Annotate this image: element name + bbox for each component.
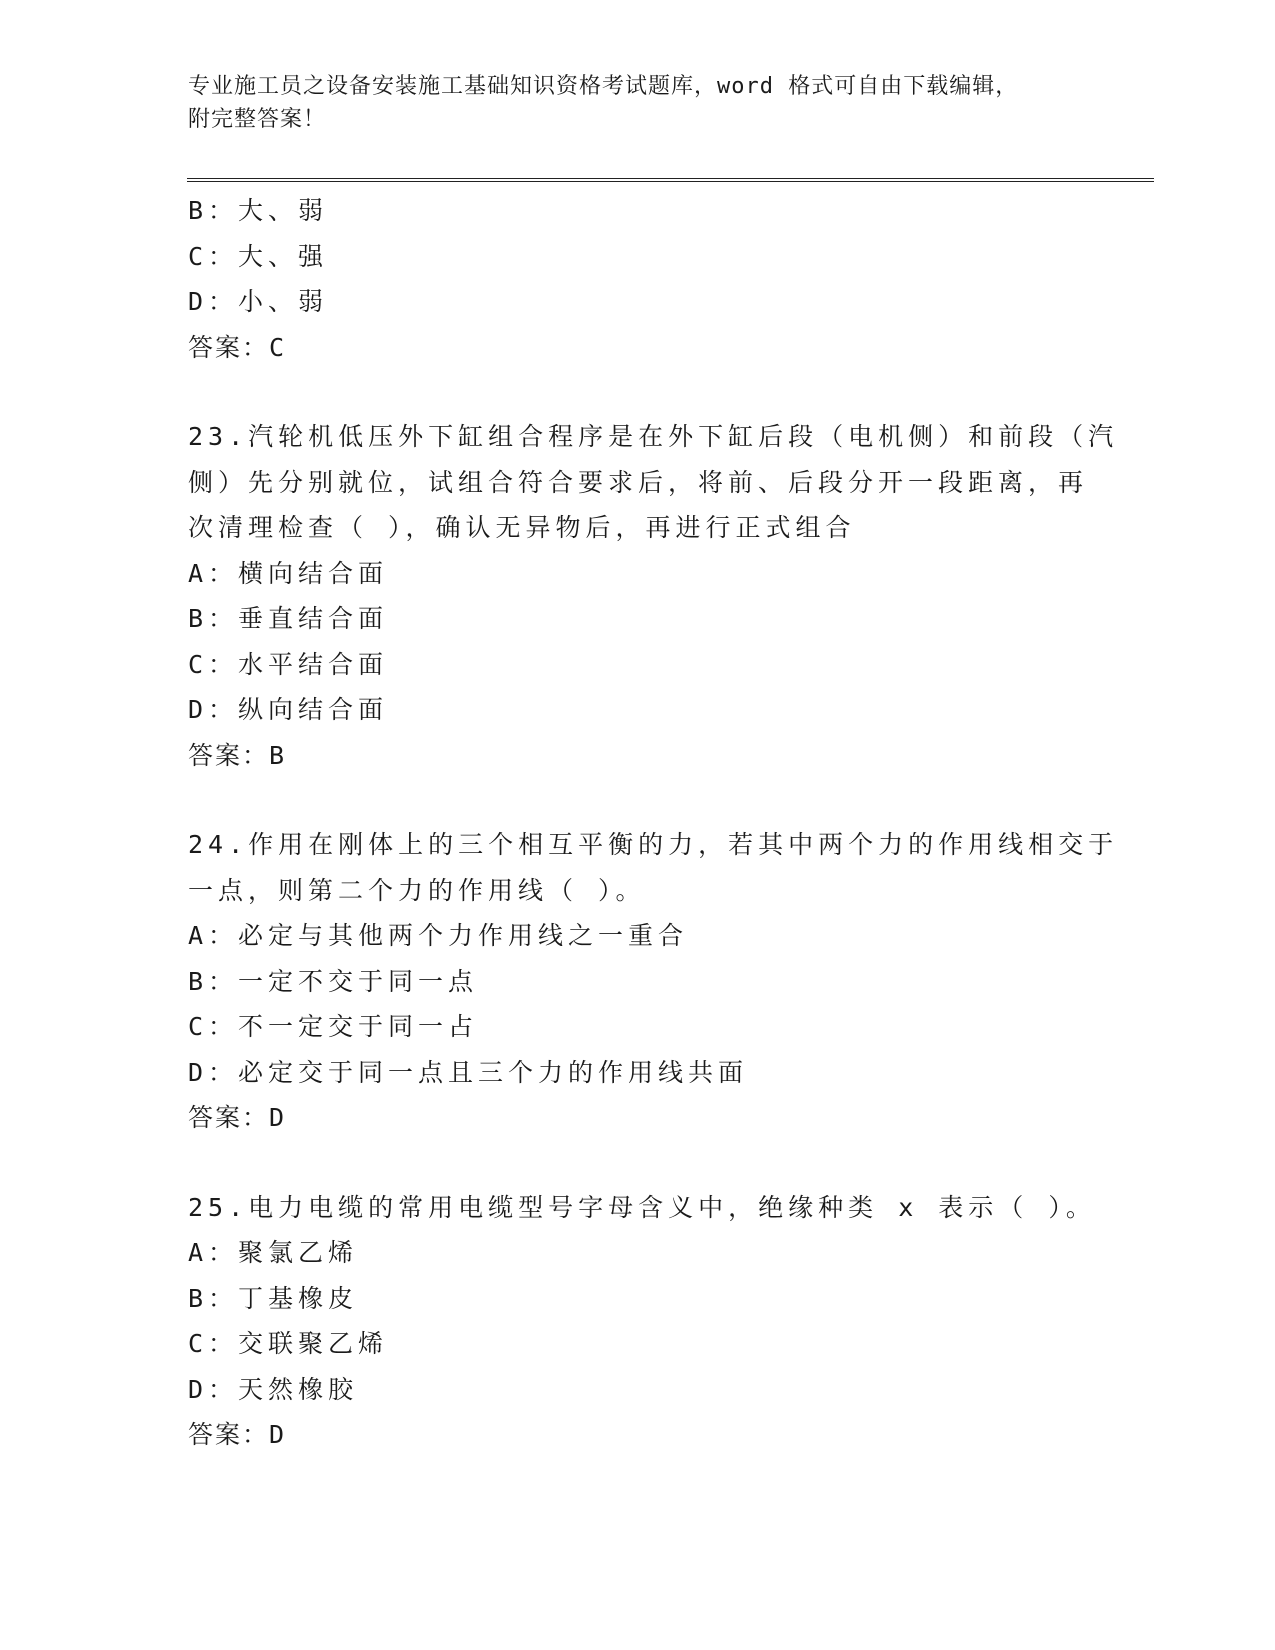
question-stem-line: 24.作用在刚体上的三个相互平衡的力，若其中两个力的作用线相交于: [188, 830, 1119, 859]
spacer: [188, 1141, 1088, 1185]
option-d: D：纵向结合面: [188, 695, 389, 724]
option-b: B：一定不交于同一点: [188, 966, 479, 996]
question-24: [188, 822, 1119, 1141]
option-a: A：横向结合面: [188, 558, 389, 588]
option-a: A：聚氯乙烯: [188, 1238, 359, 1267]
question-stem-line: 次清理检查（ ），确认无异物后，再进行正式组合: [188, 513, 856, 542]
document-body: [188, 188, 1119, 1458]
question-stem-line: 侧）先分别就位，试组合符合要求后，将前、后段分开一段距离，再: [188, 467, 1089, 497]
option-b: B：丁基橡皮: [188, 1283, 359, 1313]
header-line-1: 专业施工员之设备安装施工基础知识资格考试题库，word 格式可自由下载编辑，: [188, 74, 1019, 99]
option-d: D：必定交于同一点且三个力的作用线共面: [188, 1057, 749, 1087]
question-stem-line: 23.汽轮机低压外下缸组合程序是在外下缸后段（电机侧）和前段（汽: [188, 422, 1119, 451]
option-c: C：大、强: [188, 241, 329, 271]
header-divider: [187, 178, 1154, 182]
option-c: C：不一定交于同一占: [188, 1012, 479, 1041]
option-d: D：小、弱: [188, 287, 329, 316]
page-header: [188, 70, 1088, 136]
header-line-2: 附完整答案！: [188, 107, 327, 132]
option-d: D：天然橡胶: [188, 1374, 359, 1404]
option-b: B：垂直结合面: [188, 604, 389, 633]
question-stem-line: 一点，则第二个力的作用线（ ）。: [188, 875, 646, 905]
option-c: C：交联聚乙烯: [188, 1329, 389, 1358]
answer: 答案：D: [188, 1420, 287, 1449]
question-stem-line: 25.电力电缆的常用电缆型号字母含义中，绝缘种类 x 表示（ ）。: [188, 1192, 1096, 1222]
spacer: [188, 778, 1088, 822]
question-22-continued: [188, 188, 1088, 370]
answer: 答案：C: [188, 332, 287, 362]
answer: 答案：D: [188, 1103, 287, 1132]
option-a: A：必定与其他两个力作用线之一重合: [188, 921, 689, 950]
option-b: B：大、弱: [188, 196, 329, 225]
spacer: [188, 370, 1088, 414]
question-25: [188, 1185, 1096, 1458]
option-c: C：水平结合面: [188, 649, 389, 679]
answer: 答案：B: [188, 740, 287, 770]
question-23: [188, 414, 1119, 778]
